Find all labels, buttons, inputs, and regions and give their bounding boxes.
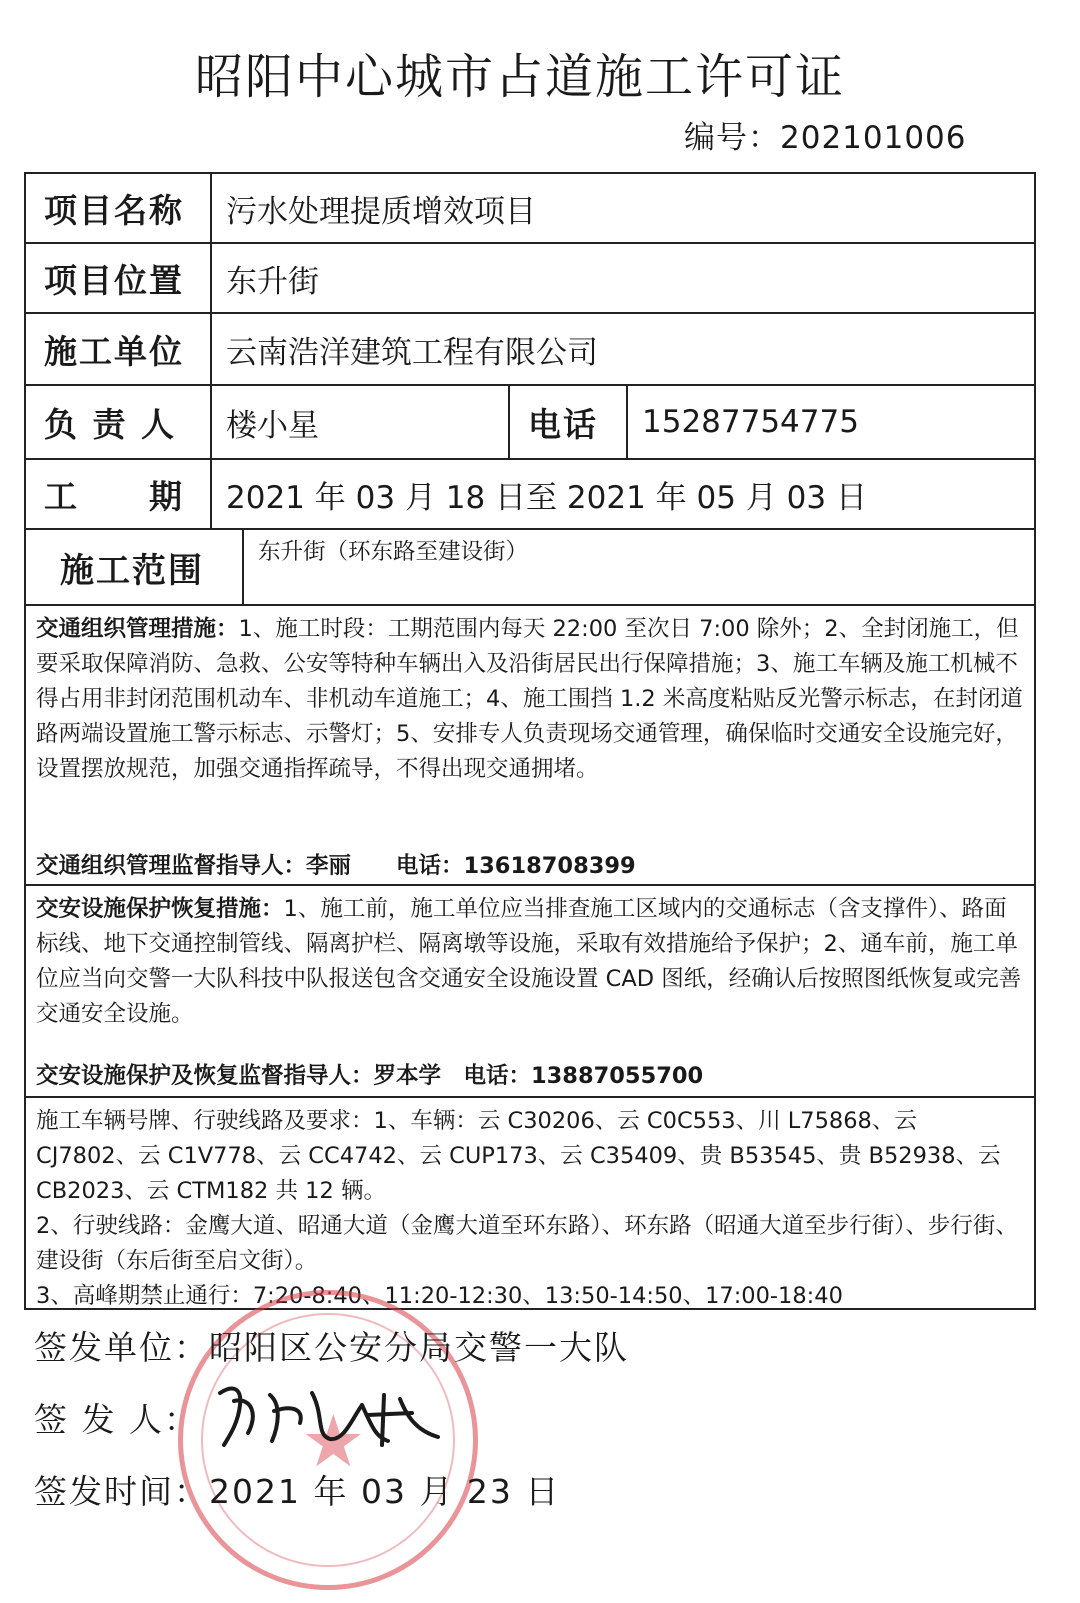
vehicles-section bbox=[26, 1098, 1034, 1308]
manager-value: 楼小星 bbox=[210, 386, 508, 458]
phone-value: 15287754775 bbox=[626, 386, 1034, 458]
row-scope bbox=[26, 530, 1034, 606]
issue-date: 签发时间：2021 年 03 月 23 日 bbox=[34, 1472, 561, 1511]
phone-label: 电话 bbox=[508, 386, 626, 458]
facility-body: 1、施工前，施工单位应当排查施工区域内的交通标志（含支撑件）、路面标线、地下交通控制管线、隔离护栏、隔离墩等设施，采取有效措施给予保护；2、通车前，施工单位应当向交警一大队科技中队报送包含交通安全设施设置 CAD 图纸，经确认后按照图纸恢复或完善交通安全设施。 bbox=[36, 896, 1022, 1027]
vehicles-line-2: 2、行驶线路：金鹰大道、昭通大道（金鹰大道至环东路）、环东路（昭通大道至步行街）、步行街、建设街（东后街至启文街）。 bbox=[36, 1213, 1018, 1274]
row-period bbox=[26, 460, 1034, 530]
document-title: 昭阳中心城市占道施工许可证 bbox=[194, 49, 845, 105]
contractor-label: 施工单位 bbox=[44, 331, 184, 371]
row-project-name bbox=[26, 174, 1034, 244]
period-label: 工 期 bbox=[44, 476, 184, 516]
permit-form bbox=[24, 172, 1036, 1310]
facility-supervisor: 交安设施保护及恢复监督指导人：罗本学 电话：13887055700 bbox=[36, 1063, 704, 1089]
vehicles-heading: 施工车辆号牌、行驶线路及要求： bbox=[36, 1108, 374, 1134]
traffic-supervisor: 交通组织管理监督指导人：李丽 电话：13618708399 bbox=[36, 853, 636, 879]
signature-mark bbox=[212, 1375, 452, 1455]
row-location bbox=[26, 244, 1034, 314]
manager-label: 负 责 人 bbox=[44, 404, 176, 444]
serial-number: 编号：202101006 bbox=[684, 120, 967, 156]
traffic-heading: 交通组织管理措施： bbox=[36, 616, 239, 642]
traffic-text bbox=[26, 606, 1034, 787]
seal-star-icon: ★ bbox=[301, 1399, 366, 1483]
signer-label: 签 发 人： bbox=[34, 1400, 199, 1439]
facility-section bbox=[26, 886, 1034, 1098]
row-manager bbox=[26, 386, 1034, 460]
row-contractor bbox=[26, 314, 1034, 386]
contractor-value: 云南浩洋建筑工程有限公司 bbox=[210, 314, 1034, 384]
scope-value: 东升街（环东路至建设街） bbox=[242, 530, 1034, 604]
project-name-label: 项目名称 bbox=[44, 190, 184, 230]
traffic-body: 1、施工时段：工期范围内每天 22:00 至次日 7:00 除外；2、全封闭施工，但要采取保障消防、急救、公安等特种车辆出入及沿街居民出行保障措施；3、施工车辆及施工机械不得占用非封闭范围机动车、非机动车道施工；4、施工围挡 1.2 米高度粘贴反光警示标志，在封闭道路两端设置施工警示标志、示警灯；5、安排专人负责现场交通管理，确保临时交通安全设施完好，设置摆放规范，加强交通指挥疏导，不得出现交通拥堵。 bbox=[36, 616, 1023, 782]
vehicles-line-1 bbox=[36, 1104, 1026, 1209]
project-name-value: 污水处理提质增效项目 bbox=[210, 174, 1034, 242]
facility-text bbox=[26, 886, 1034, 1032]
location-value: 东升街 bbox=[210, 244, 1034, 312]
vehicles-list: 1、车辆：云 C30206、云 C0C553、川 L75868、云 CJ7802、云 C1V778、云 CC4742、云 CUP173、云 C35409、贵 B53545、贵 B52938、云 CB2023、云 CTM182 共 12 辆。 bbox=[36, 1108, 1001, 1204]
location-label: 项目位置 bbox=[44, 260, 184, 300]
traffic-section bbox=[26, 606, 1034, 886]
facility-heading: 交安设施保护恢复措施： bbox=[36, 896, 284, 922]
scope-label: 施工范围 bbox=[60, 550, 204, 591]
issuer-line: 签发单位：昭阳区公安分局交警一大队 bbox=[34, 1328, 629, 1367]
vehicles-line-3: 3、高峰期禁止通行：7:20-8:40、11:20-12:30、13:50-14:50、17:00-18:40 bbox=[36, 1283, 843, 1309]
period-value: 2021 年 03 月 18 日至 2021 年 05 月 03 日 bbox=[210, 460, 1034, 528]
